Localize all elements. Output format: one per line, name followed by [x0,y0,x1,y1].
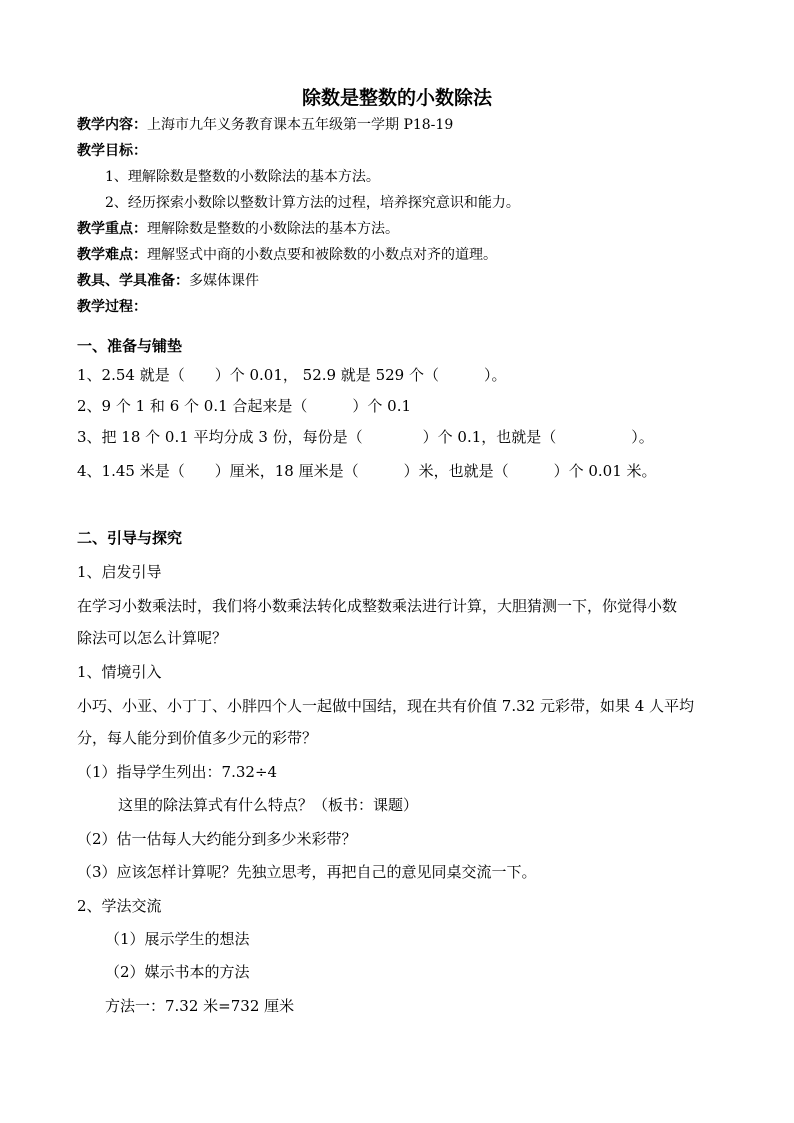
section-2-step-1-note: 这里的除法算式有什么特点？（板书：课题） [118,796,419,814]
section-1-item-1: 1、2.54 就是（ ）个 0.01， 52.9 就是 529 个（ ）。 [77,366,507,384]
section-2-sub1-title: 1、启发引导 [77,563,162,581]
section-2-sub3-item-2: （2）媒示书本的方法 [105,963,250,981]
teaching-key-text: 理解除数是整数的小数除法的基本方法。 [147,221,399,237]
section-2-sub3-title: 2、学法交流 [77,897,162,915]
section-2-sub2-para-line-1: 小巧、小亚、小丁丁、小胖四个人一起做中国结，现在共有价值 7.32 元彩带，如果 4 人平均 [77,697,695,715]
teaching-content-text: 上海市九年义务教育课本五年级第一学期 P18-19 [147,117,454,133]
section-2-step-2: （2）估一估每人大约能分到多少米彩带？ [77,830,357,848]
teaching-goal-1: 1、理解除数是整数的小数除法的基本方法。 [105,169,380,185]
teaching-process-label: 教学过程： [77,299,147,315]
section-1-item-3: 3、把 18 个 0.1 平均分成 3 份，每份是（ ）个 0.1，也就是（ ）。 [77,428,654,446]
teaching-goals-line [77,142,147,160]
teaching-key-label: 教学重点： [77,221,147,237]
teaching-difficulty-line [77,246,497,264]
teaching-tools-line [77,272,259,290]
teaching-goals-label: 教学目标： [77,143,147,159]
teaching-difficulty-label: 教学难点： [77,247,147,263]
page-title: 除数是整数的小数除法 [301,87,492,109]
section-1-item-2: 2、9 个 1 和 6 个 0.1 合起来是（ ）个 0.1 [77,397,412,415]
section-2-heading: 二、引导与探究 [77,529,183,547]
teaching-process-line [77,298,147,316]
section-2-sub2-para-line-2: 分，每人能分到价值多少元的彩带？ [77,729,318,747]
section-2-sub1-para-line-2: 除法可以怎么计算呢？ [77,629,228,647]
section-2-sub1-para-line-1: 在学习小数乘法时，我们将小数乘法转化成整数乘法进行计算，大胆猜测一下，你觉得小数 [77,597,678,615]
section-1-heading: 一、准备与铺垫 [77,337,183,355]
teaching-key-line [77,220,399,238]
section-2-sub2-title: 1、情境引入 [77,663,162,681]
section-2-step-1: （1）指导学生列出：7.32÷4 [77,763,278,781]
teaching-content-line [77,116,453,134]
teaching-content-label: 教学内容： [77,117,147,133]
section-1-item-4: 4、1.45 米是（ ）厘米，18 厘米是（ ）米，也就是（ ）个 0.01 米。 [77,462,657,480]
section-2-method-1: 方法一：7.32 米=732 厘米 [105,997,295,1015]
teaching-tools-text: 多媒体课件 [189,273,259,289]
teaching-tools-label: 教具、学具准备： [77,273,189,289]
teaching-goal-2: 2、经历探索小数除以整数计算方法的过程，培养探究意识和能力。 [105,195,520,211]
section-2-sub3-item-1: （1）展示学生的想法 [105,930,250,948]
teaching-difficulty-text: 理解竖式中商的小数点要和被除数的小数点对齐的道理。 [147,247,497,263]
section-2-step-3: （3）应该怎样计算呢？先独立思考，再把自己的意见同桌交流一下。 [77,863,537,881]
